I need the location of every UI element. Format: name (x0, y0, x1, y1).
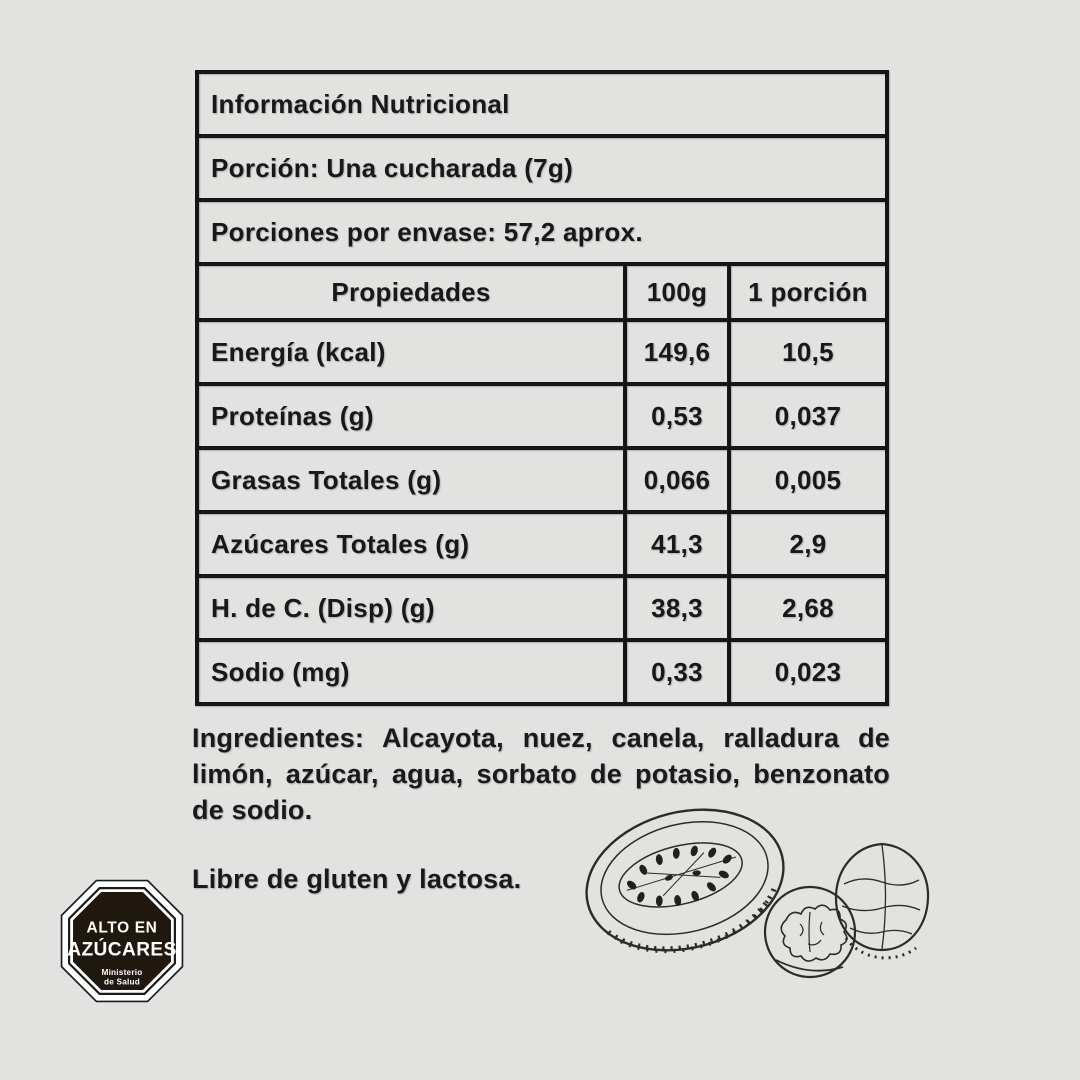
table-row-servings (197, 200, 887, 264)
seal-ministry-line2: de Salud (103, 977, 141, 987)
nutrition-table (195, 70, 889, 706)
value-per-100g: 41,3 (625, 512, 729, 576)
walnut-half-sketch (765, 887, 855, 977)
value-per-portion: 10,5 (729, 320, 887, 384)
value-per-portion: 0,005 (729, 448, 887, 512)
table-title: Información Nutricional (197, 72, 887, 136)
table-row (197, 448, 887, 512)
value-per-portion: 0,023 (729, 640, 887, 704)
alcayota-walnuts-illustration (570, 788, 946, 1000)
servings-line: Porciones por envase: 57,2 aprox. (197, 200, 887, 264)
value-per-100g: 38,3 (625, 576, 729, 640)
nutrient-label: H. de C. (Disp) (g) (197, 576, 625, 640)
nutrition-facts-panel (195, 70, 889, 706)
walnut-whole-sketch (836, 844, 928, 958)
seal-line1: ALTO EN (86, 919, 158, 937)
seal-line2: AZÚCARES (67, 939, 177, 961)
nutrient-label: Grasas Totales (g) (197, 448, 625, 512)
value-per-100g: 149,6 (625, 320, 729, 384)
value-per-portion: 2,9 (729, 512, 887, 576)
table-row (197, 640, 887, 704)
nutrient-label: Azúcares Totales (g) (197, 512, 625, 576)
table-row (197, 576, 887, 640)
column-header-100g: 100g (625, 264, 729, 320)
ingredients-text: Ingredientes: Alcayota, nuez, canela, ralladura de limón, azúcar, agua, sorbato de potasio, benzonato de sodio. (192, 723, 890, 825)
column-header-portion: 1 porción (729, 264, 887, 320)
nutrient-label: Sodio (mg) (197, 640, 625, 704)
portion-line: Porción: Una cucharada (7g) (197, 136, 887, 200)
value-per-portion: 0,037 (729, 384, 887, 448)
seal-ministry-line1: Ministerio (101, 968, 143, 978)
gluten-lactose-free-claim: Libre de gluten y lactosa. (192, 864, 522, 894)
table-row-portion (197, 136, 887, 200)
table-header-row (197, 264, 887, 320)
nutrient-label: Proteínas (g) (197, 384, 625, 448)
value-per-100g: 0,53 (625, 384, 729, 448)
column-header-properties: Propiedades (197, 264, 625, 320)
table-row (197, 384, 887, 448)
value-per-portion: 2,68 (729, 576, 887, 640)
alcayota-half-sketch (572, 790, 799, 971)
nutrient-label: Energía (kcal) (197, 320, 625, 384)
table-row-title (197, 72, 887, 136)
value-per-100g: 0,066 (625, 448, 729, 512)
table-row (197, 512, 887, 576)
table-row (197, 320, 887, 384)
high-in-sugar-seal-icon (60, 879, 184, 1003)
value-per-100g: 0,33 (625, 640, 729, 704)
